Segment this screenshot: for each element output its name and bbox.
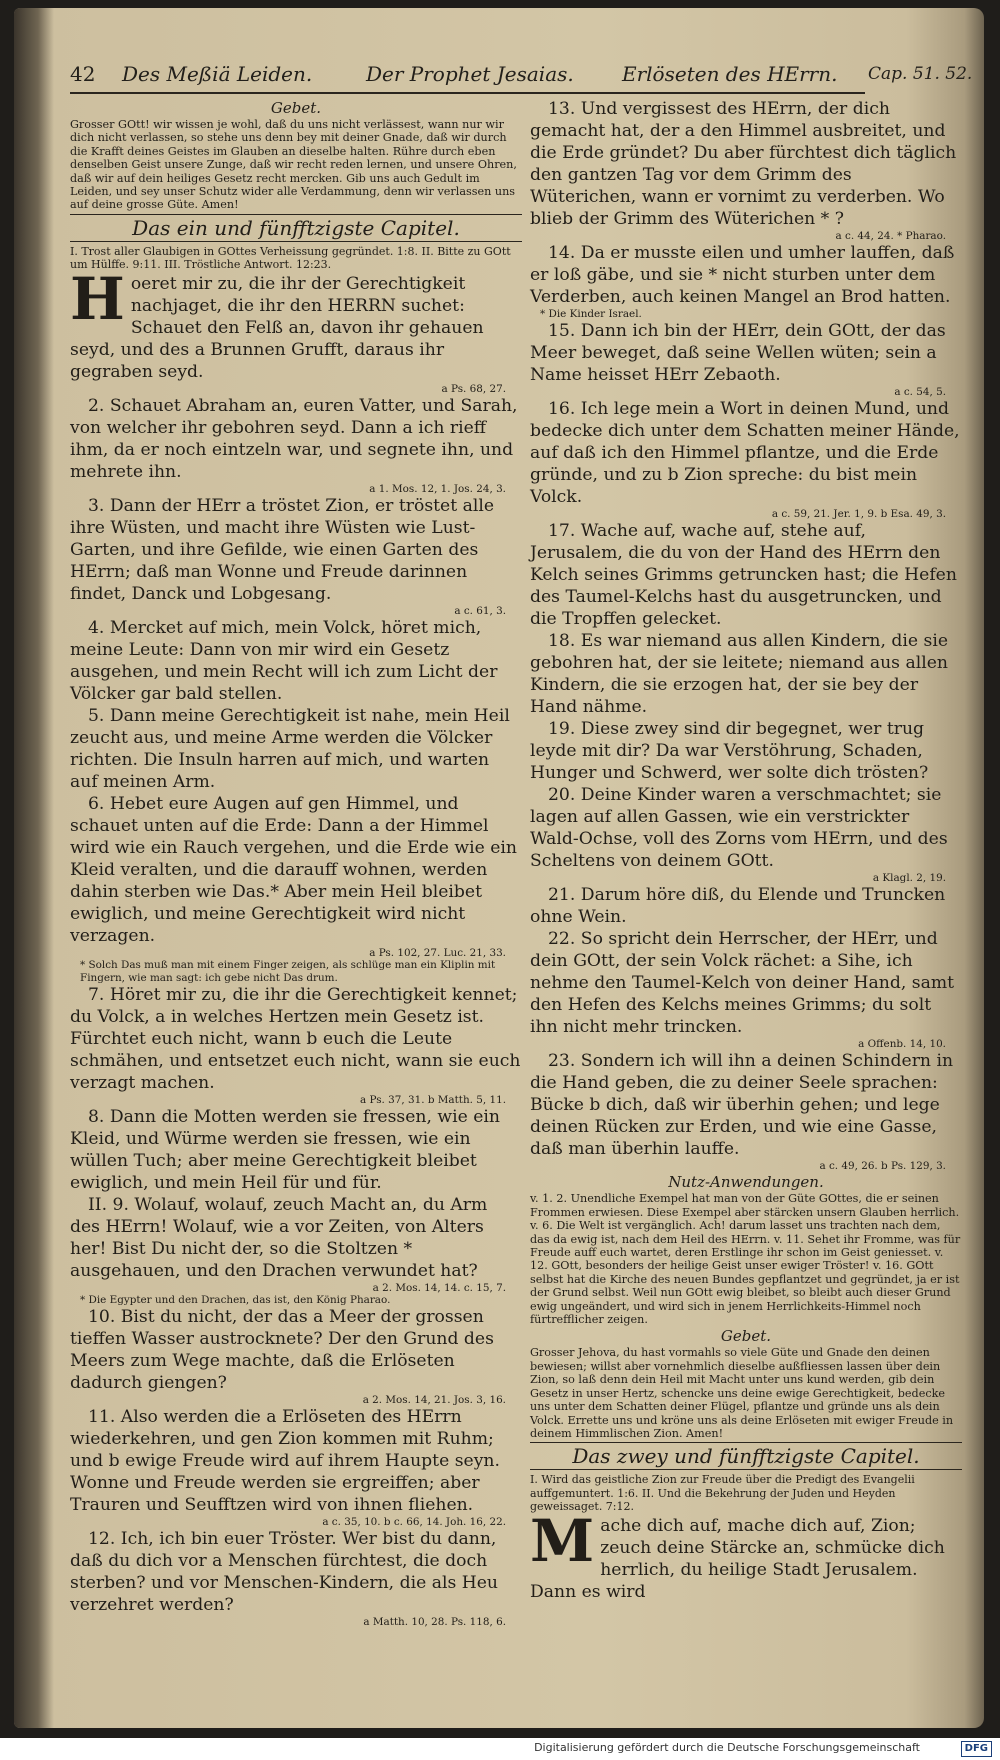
verse-1-text: oeret mir zu, die ihr der Gerechtigkeit nachjaget, die ihr den HERRN suchet: Schauet den Felß an, davon ihr gehauen seyd, und des a Brunnen Grufft, daraus ihr gegraben seyd. xyxy=(70,274,484,383)
verse-7-ref: a Ps. 37, 31. b Matth. 5, 11. xyxy=(360,1094,506,1107)
verse-22: 22. So spricht dein Herrscher, der HErr, und dein GOtt, der sein Volck rächet: a Sihe, ich nehme den Taumel-Kelch von deiner Hand, samt den Hefen des Kelchs meines Grimms; du solt ihn nicht mehr trincken. xyxy=(530,929,955,1038)
verse-23-ref: a c. 49, 26. b Ps. 129, 3. xyxy=(819,1160,946,1173)
verse-7: 7. Höret mir zu, die ihr die Gerechtigkeit kennet; du Volck, a in welches Hertzen mein Gesetz ist. Fürchtet euch nicht, wann b euch die Leute schmähen, und entsetzet euch nicht, wann sie euch verzagt machen. xyxy=(70,985,521,1094)
footer-credit: Digitalisierung gefördert durch die Deutsche Forschungsgemeinschaft xyxy=(534,1741,920,1754)
verse-16: 16. Ich lege mein a Wort in deinen Mund, und bedecke dich unter dem Schatten meiner Hände, auf daß ich den Himmel pflantze, und die Erde gründe, und zu b Zion spreche: du bist mein Volck. xyxy=(530,399,960,508)
verse-18: 18. Es war niemand aus allen Kindern, die sie gebohren hat, der sie leitete; niemand aus allen Kindern, die sie erzogen hat, der sie bey der Hand nähme. xyxy=(530,631,949,718)
verse-14-footnote: * Die Kinder Israel. xyxy=(540,308,642,320)
verse-6: 6. Hebet eure Augen auf gen Himmel, und schauet unten auf die Erde: Dann a der Himmel wird wie ein Rauch vergehen, und die Erde wie ein Kleid veralten, und die darauff wohnen, werden dahin sterben wie Das.* Aber mein Heil bleibet ewiglich, und meine Gerechtigkeit wird nicht verzagen. xyxy=(70,794,517,947)
drop-cap: H xyxy=(70,265,125,334)
verse-3-ref: a c. 61, 3. xyxy=(454,605,506,618)
verse-9: II. 9. Wolauf, wolauf, zeuch Macht an, du Arm des HErrn! Wolauf, wie a vor Zeiten, von Alters her! Bist Du nicht der, so die Stoltzen * ausgehauen, und den Drachen verwundet hat? xyxy=(70,1195,488,1282)
header-left-title: Des Meßiä Leiden. xyxy=(122,62,313,86)
verse-17: 17. Wache auf, wache auf, stehe auf, Jerusalem, die du von der Hand des HErrn den Kelch seines Grimms getruncken hast; die Hefen des Taumel-Kelchs hast du ausgetruncken, und die Tropffen gelecket. xyxy=(530,521,957,630)
dfg-logo: DFG xyxy=(961,1741,992,1757)
left-column xyxy=(70,98,522,1628)
header-rule xyxy=(70,92,865,94)
chapter-title: Das ein und fünfftzigste Capitel. xyxy=(132,215,460,240)
verse-16-ref: a c. 59, 21. Jer. 1, 9. b Esa. 49, 3. xyxy=(771,508,946,521)
verse-13-ref: a c. 44, 24. * Pharao. xyxy=(835,230,946,242)
chapter2-verse-1-text: ache dich auf, mache dich auf, Zion; zeuch deine Stärcke an, schmücke dich herrlich, du heilige Stadt Jerusalem. Dann es wird xyxy=(530,1515,945,1602)
nutz-text: v. 1. 2. Unendliche Exempel hat man von der Güte GOttes, die er seinen Frommen erwiesen. Diese Exempel aber stärcken unsern Glauben herrlich. v. 6. Die Welt ist vergänglich. Ach! darum lasset uns trachten nach dem, das da ewig ist, nach dem Heil des HErrn. v. 11. Sehet ihr Fromme, was für Freude auff euch wartet, deren Erstlinge ihr schon im Geist geniesset. v. 12. GOtt, besonders der heilige Geist unser ewiger Tröster! v. 16. GOtt selbst hat die Kirche des neuen Bundes gepflantzet und gegründet, ja er ist der Grund selbst. Weil nun GOtt ewig bleibet, so bleibt auch dieser Grund ewig ungeändert, und wird sich in jenem Herrlichkeits-Himmel noch fürtrefflicher zeigen. xyxy=(530,1192,961,1327)
verse-5: 5. Dann meine Gerechtigkeit ist nahe, mein Heil zeucht aus, und meine Arme werden die Völcker richten. Die Insuln harren auf mich, und warten auf meinen Arm. xyxy=(70,706,510,793)
verse-2: 2. Schauet Abraham an, euren Vatter, und Sarah, von welcher ihr gebohren seyd. Dann a ich rieff ihm, da er noch eintzeln war, und segnete ihn, und mehrete ihn. xyxy=(70,396,518,483)
chapter2-verse-1 xyxy=(530,1506,962,1603)
gebet2-title: Gebet. xyxy=(720,1327,772,1346)
drop-cap-2: M xyxy=(530,1506,595,1575)
verse-15: 15. Dann ich bin der HErr, dein GOtt, der das Meer beweget, daß seine Wellen wüten; sein a Name heisset HErr Zebaoth. xyxy=(530,321,946,386)
verse-13: 13. Und vergissest des HErrn, der dich gemacht hat, der a den Himmel ausbreitet, und die Erde gründet? Du aber fürchtest dich täglich den gantzen Tag vor dem Grimm des Wüterichen, wann er vornimt zu verderben. Wo blieb der Grimm des Wüterichen * ? xyxy=(530,99,957,229)
nutz-title: Nutz-Anwendungen. xyxy=(668,1173,824,1192)
right-column xyxy=(530,98,962,1603)
verse-23: 23. Sondern ich will ihn a deinen Schindern in die Hand geben, die zu deiner Seele sprachen: Bücke b dich, daß wir überhin gehen; und lege deinen Rücken zur Erden, und wie eine Gasse, daß man überhin lauffe. xyxy=(530,1051,954,1160)
page-gutter xyxy=(14,8,54,1728)
gebet-title: Gebet. xyxy=(270,99,322,117)
verse-19: 19. Diese zwey sind dir begegnet, wer trug leyde mit dir? Da war Verstöhrung, Schaden, Hunger und Schwerd, wer solte dich trösten? xyxy=(530,719,929,784)
gebet2-text: Grosser Jehova, du hast vormahls so viele Güte und Gnade den deinen bewiesen; willst aber vornehmlich dieselbe außfliessen lassen über dein Zion, so laß denn dein Heil mit Macht unter uns kund werden, gib dein Gesetz in unser Hertz, schencke uns deine ewige Gerechtigkeit, bedecke uns unter dem Schatten deiner Flügel, pflantze und gründe uns als dein Volck. Errette uns und kröne uns als deine Erlöseten mit ewiger Freude in deinem Himmlischen Zion. Amen! xyxy=(530,1346,954,1440)
footer-bar xyxy=(0,1738,1000,1760)
verse-22-ref: a Offenb. 14, 10. xyxy=(858,1038,946,1051)
chapter2-summary: I. Wird das geistliche Zion zur Freude über die Predigt des Evangelii auffgemuntert. 1:6. II. Und die Bekehrung der Juden und Heyden geweissaget. 7:12. xyxy=(530,1473,915,1513)
verse-6-ref: a Ps. 102, 27. Luc. 21, 33. xyxy=(369,947,506,960)
verse-11: 11. Also werden die a Erlöseten des HErrn wiederkehren, und gen Zion kommen mit Ruhm; und b ewige Freude wird auf ihrem Haupte seyn. Wonne und Freude werden sie ergreiffen; aber Trauren und Seufftzen wird von ihnen fliehen. xyxy=(70,1407,500,1516)
verse-20: 20. Deine Kinder waren a verschmachtet; sie lagen auf allen Gassen, wie ein verstrickter Wald-Ochse, voll des Zorns vom HErrn, und des Scheltens von deinem GOtt. xyxy=(530,785,948,872)
verse-6-footnote: * Solch Das muß man mit einem Finger zeigen, als schlüge man ein Kliplin mit Fingern, wie man sagt: ich gebe nicht Das drum. xyxy=(80,959,496,984)
verse-10: 10. Bist du nicht, der das a Meer der grossen tieffen Wasser austrocknete? Der den Grund des Meers zum Wege machte, daß die Erlöseten dadurch giengen? xyxy=(70,1307,494,1394)
verse-2-ref: a 1. Mos. 12, 1. Jos. 24, 3. xyxy=(369,483,506,496)
verse-4: 4. Mercket auf mich, mein Volck, höret mich, meine Leute: Dann von mir wird ein Gesetz ausgehen, und mein Recht will ich zum Licht der Völcker gar bald stellen. xyxy=(70,618,498,705)
gebet-text: Grosser GOtt! wir wissen je wohl, daß du uns nicht verlässest, wann nur wir dich nicht verlassen, so stehe uns denn bey mit deiner Gnade, daß wir durch die Krafft deines Geistes im Glauben an dieselbe halten. Rühre durch eben denselben Geist unsere Zunge, daß wir recht reden lernen, und unsere Ohren, daß wir auf dein heiliges Gesetz recht mercken. Gib uns auch Gedult im Leiden, und sey unser Schutz wider alle Verdammung, denn wir verlassen uns auf deine grosse Güte. Amen! xyxy=(70,118,517,212)
page-number: 42 xyxy=(70,62,96,86)
running-header xyxy=(70,60,973,90)
chapter-title-box xyxy=(70,214,522,242)
verse-9-footnote: * Die Egypter und den Drachen, das ist, den König Pharao. xyxy=(80,1294,391,1307)
chapter2-title-box xyxy=(530,1442,962,1470)
verse-1 xyxy=(70,265,522,383)
verse-3: 3. Dann der HErr a tröstet Zion, er tröstet alle ihre Wüsten, und macht ihre Wüsten wie Lust-Garten, und ihre Gefilde, wie einen Garten des HErrn; daß man Wonne und Freude darinnen findet, Danck und Lobgesang. xyxy=(70,496,495,605)
verse-15-ref: a c. 54, 5. xyxy=(894,386,946,399)
verse-11-ref: a c. 35, 10. b c. 66, 14. Joh. 16, 22. xyxy=(322,1516,506,1529)
verse-21: 21. Darum höre diß, du Elende und Truncken ohne Wein. xyxy=(530,885,946,928)
verse-8: 8. Dann die Motten werden sie fressen, wie ein Kleid, und Würme werden sie fressen, wie ein wüllen Tuch; aber meine Gerechtigkeit bleibet ewiglich, und mein Heil für und für. xyxy=(70,1107,500,1194)
verse-12-ref: a Matth. 10, 28. Ps. 118, 6. xyxy=(363,1616,506,1629)
verse-10-ref: a 2. Mos. 14, 21. Jos. 3, 16. xyxy=(362,1394,506,1407)
verse-9-ref: a 2. Mos. 14, 14. c. 15, 7. xyxy=(372,1282,506,1295)
chapter-reference: Cap. 51. 52. xyxy=(868,64,973,84)
verse-14: 14. Da er musste eilen und umher lauffen, daß er loß gäbe, und sie * nicht sturben unter dem Verderben, auch keinen Mangel an Brod hatten. xyxy=(530,243,955,307)
verse-1-ref: a Ps. 68, 27. xyxy=(441,383,506,396)
verse-12: 12. Ich, ich bin euer Tröster. Wer bist du dann, daß du dich vor a Menschen fürchtest, die doch sterben? und vor Menschen-Kindern, die als Heu verzehret werden? xyxy=(70,1529,498,1616)
header-center-title: Der Prophet Jesaias. xyxy=(366,62,574,86)
chapter2-title: Das zwey und fünfftzigste Capitel. xyxy=(572,1444,920,1469)
header-right-title: Erlöseten des HErrn. xyxy=(622,62,838,86)
chapter-summary: I. Trost aller Glaubigen in GOttes Verheissung gegründet. 1:8. II. Bitte zu GOtt um Hülffe. 9:11. III. Tröstliche Antwort. 12:23. xyxy=(70,244,511,272)
verse-20-ref: a Klagl. 2, 19. xyxy=(872,872,946,885)
